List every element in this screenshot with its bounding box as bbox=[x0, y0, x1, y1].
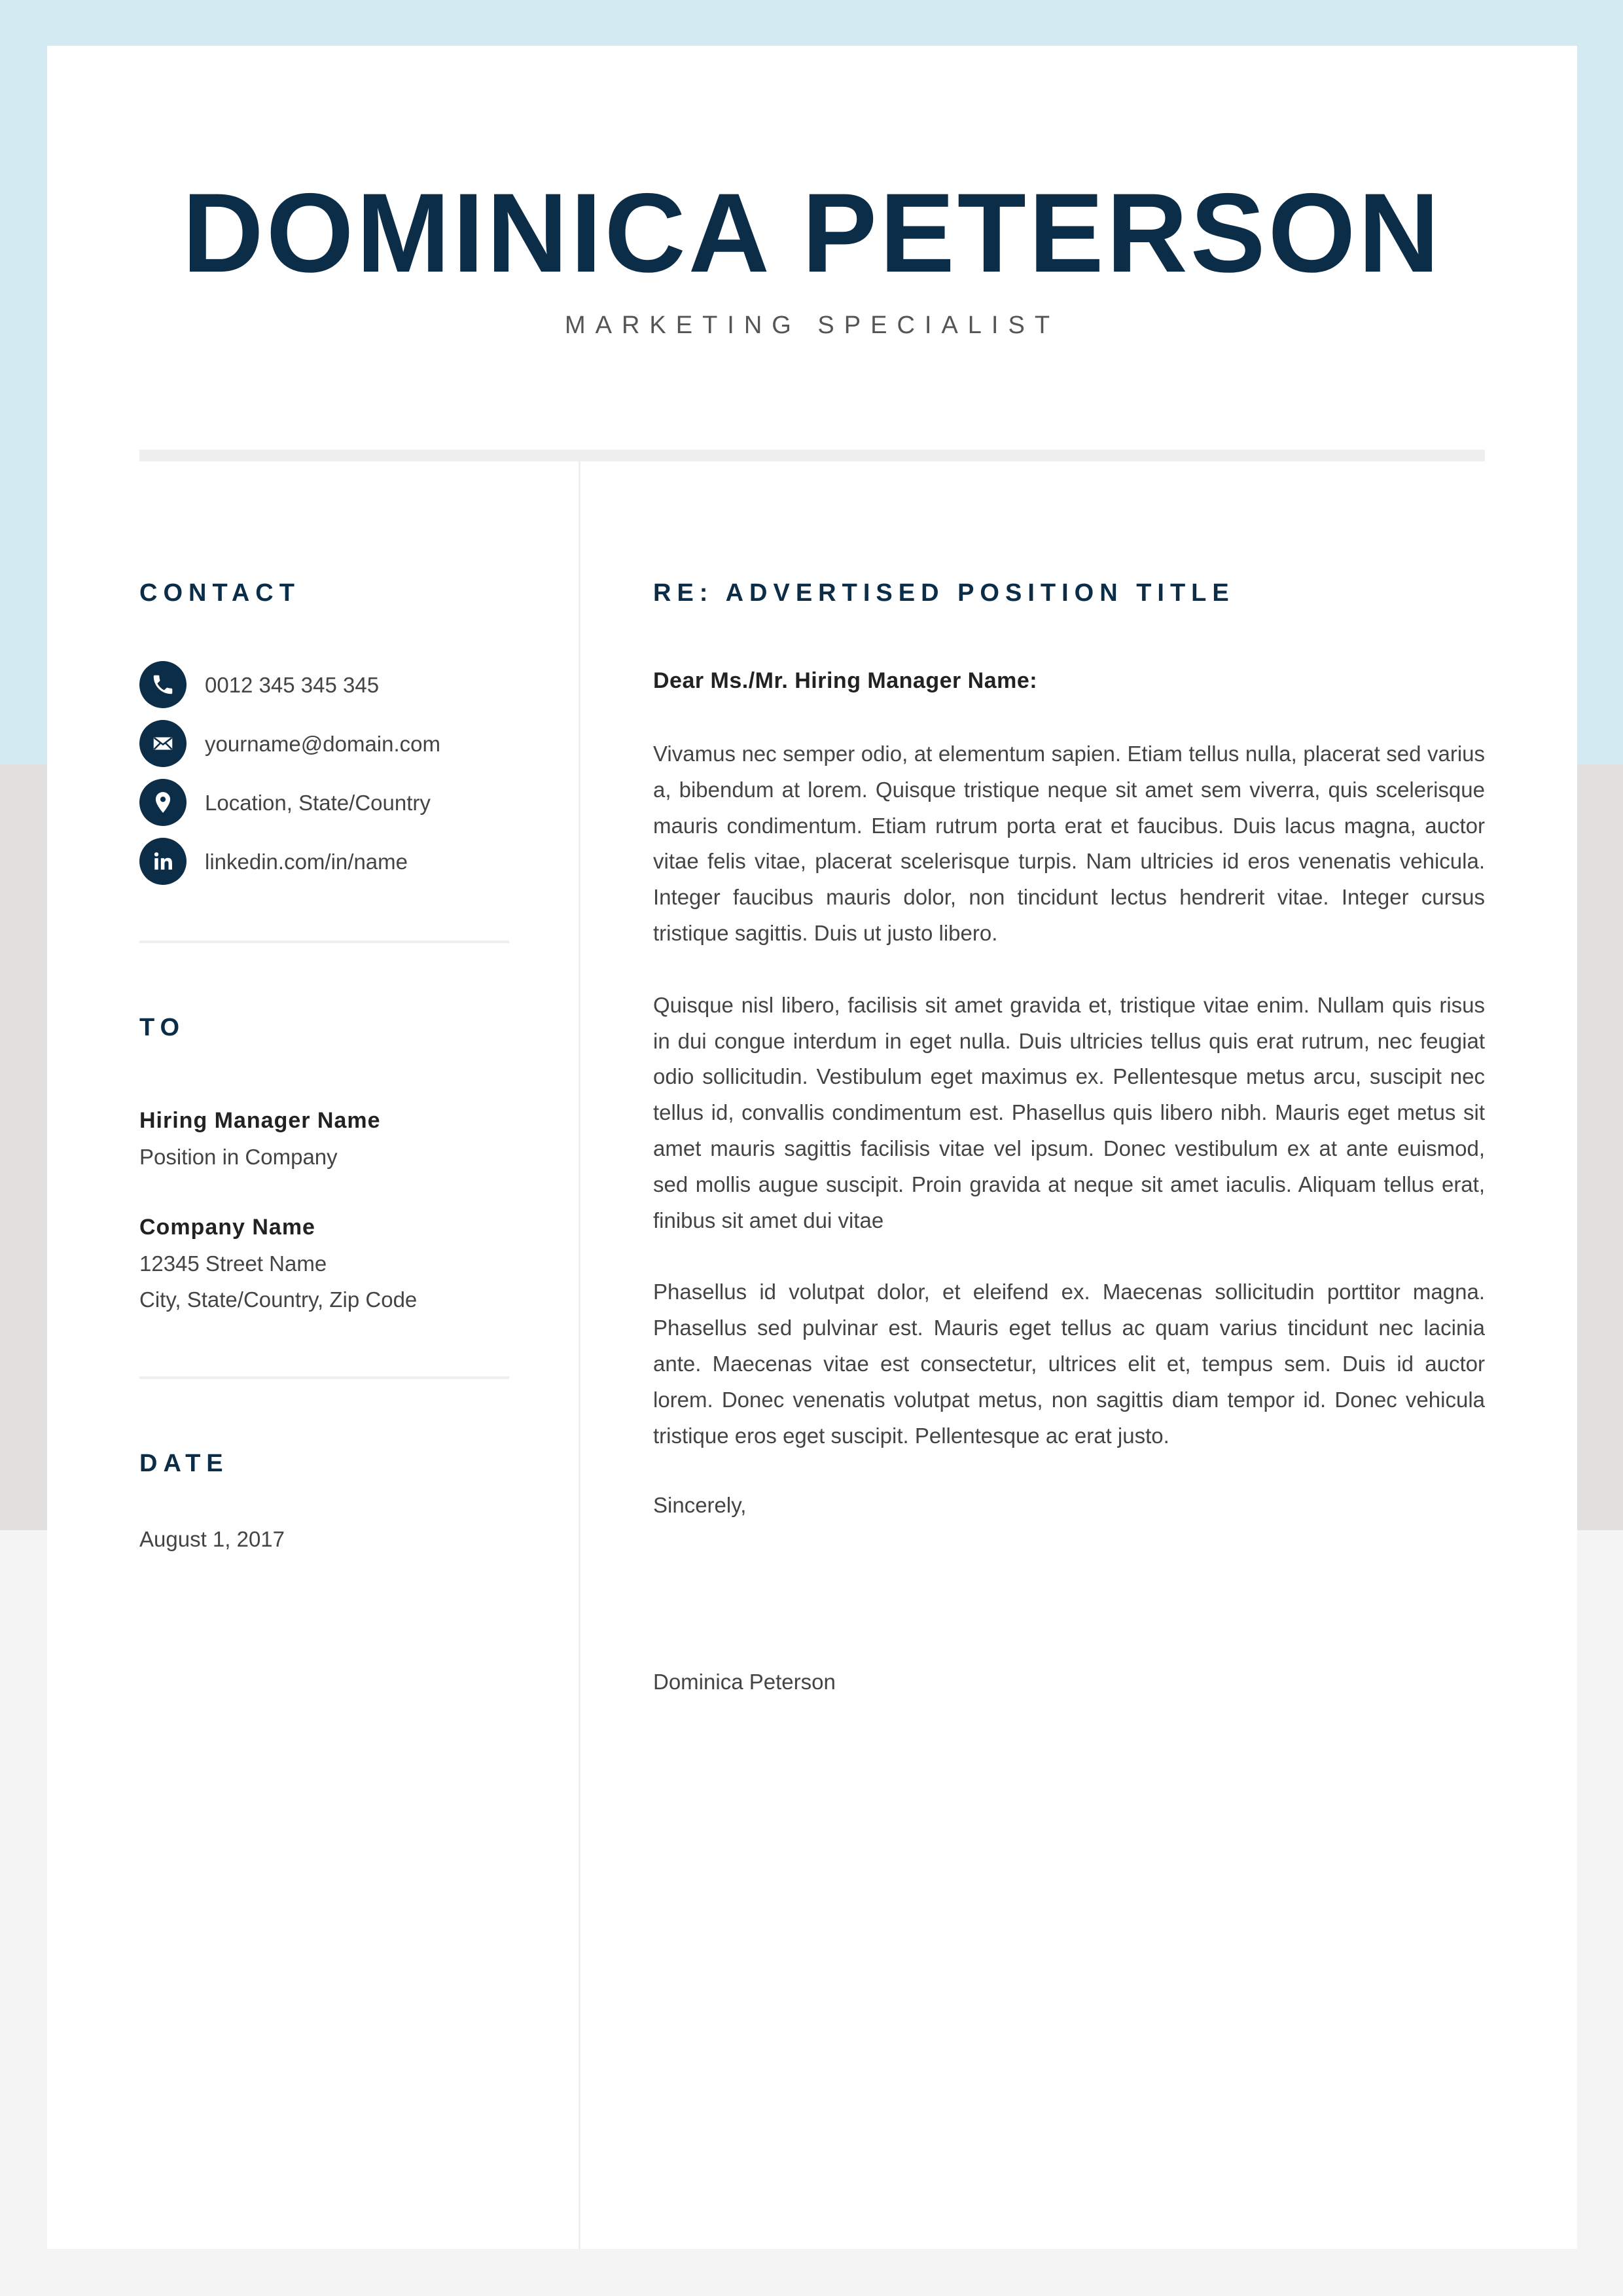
company-name: Company Name bbox=[139, 1215, 315, 1240]
contact-email bbox=[139, 720, 509, 767]
paragraph: Vivamus nec semper odio, at elementum sapien. Etiam tellus nulla, placerat sed varius a, bibendum at lorem. Quisque tristique neque sit amet sem viverra, quis scelerisque mauris condimentum. Etiam rutrum porta erat et faucibus. Duis lacus magna, auctor vitae felis vitae, placerat scelerisque turpis. Nam ultricies id eros venenatis vehicula. Integer faucibus mauris dolor, non tincidunt lectus hendrerit vitae. Integer cursus tristique sagittis. Duis ut justo libero. bbox=[653, 742, 1485, 945]
contact-phone-text: 0012 345 345 345 bbox=[205, 672, 380, 697]
location-pin-icon bbox=[139, 779, 187, 826]
closing: Sincerely, bbox=[653, 1493, 747, 1517]
column-divider bbox=[579, 461, 580, 2249]
company-address-line2: City, State/Country, Zip Code bbox=[139, 1287, 418, 1312]
date-heading: DATE bbox=[139, 1450, 229, 1477]
linkedin-icon bbox=[139, 838, 187, 885]
contact-location-text: Location, State/Country bbox=[205, 790, 431, 815]
recipient-name: Hiring Manager Name bbox=[139, 1108, 381, 1133]
contact-linkedin-text: linkedin.com/in/name bbox=[205, 849, 408, 874]
contact-email-text: yourname@domain.com bbox=[205, 731, 440, 756]
subject-heading: RE: ADVERTISED POSITION TITLE bbox=[653, 579, 1235, 607]
recipient-position: Position in Company bbox=[139, 1145, 338, 1169]
paragraph: Phasellus id volutpat dolor, et eleifend ex. Maecenas sollicitudin porttitor magna. Phasellus sed pulvinar est. Mauris eget tellus ac quam varius tincidunt nec lacinia ante. Maecenas vitae est consectetur, ultrices elit et, tempus sem. Duis id auctor lorem. Donec venenatis volutpat metus, non sagittis diam tempor id. Donec vehicula tristique eros eget suscipit. Pellentesque ac erat justo. bbox=[653, 1280, 1485, 1448]
contact-phone bbox=[139, 661, 509, 708]
contact-list bbox=[139, 661, 509, 897]
contact-location bbox=[139, 779, 509, 826]
salutation: Dear Ms./Mr. Hiring Manager Name: bbox=[653, 668, 1038, 693]
company-address-line1: 12345 Street Name bbox=[139, 1251, 327, 1276]
sidebar-divider bbox=[139, 941, 509, 943]
header-divider bbox=[139, 450, 1485, 461]
letter-date: August 1, 2017 bbox=[139, 1527, 285, 1551]
phone-icon bbox=[139, 661, 187, 708]
letter-page bbox=[47, 46, 1577, 2249]
applicant-name: DOMINICA PETERSON bbox=[182, 170, 1442, 296]
letter-paragraphs bbox=[653, 736, 1485, 1490]
contact-linkedin bbox=[139, 838, 509, 885]
signature-name: Dominica Peterson bbox=[653, 1670, 836, 1694]
applicant-title: MARKETING SPECIALIST bbox=[564, 312, 1060, 339]
to-heading: TO bbox=[139, 1014, 186, 1041]
paragraph: Quisque nisl libero, facilisis sit amet gravida et, tristique vitae enim. Nullam quis risus in dui congue interdum in eget nulla. Duis ultricies tellus quis erat rutrum, nec feugiat odio sollicitudin. Vestibulum eget maximus ex. Pellentesque metus arcu, suscipit nec tellus id, convallis condimentum est. Phasellus quis libero nibh. Mauris eget metus sit amet mauris sagittis facilisis vitae vel ipsum. Donec vestibulum ex at ante euismod, sed mollis augue suscipit. Proin gravida at neque sit amet iaculis. Aliquam tellus erat, finibus sit amet dui vitae bbox=[653, 992, 1485, 1232]
recipient-block bbox=[139, 1103, 509, 1318]
email-icon bbox=[139, 720, 187, 767]
contact-heading: CONTACT bbox=[139, 579, 300, 607]
sidebar-divider bbox=[139, 1376, 509, 1379]
